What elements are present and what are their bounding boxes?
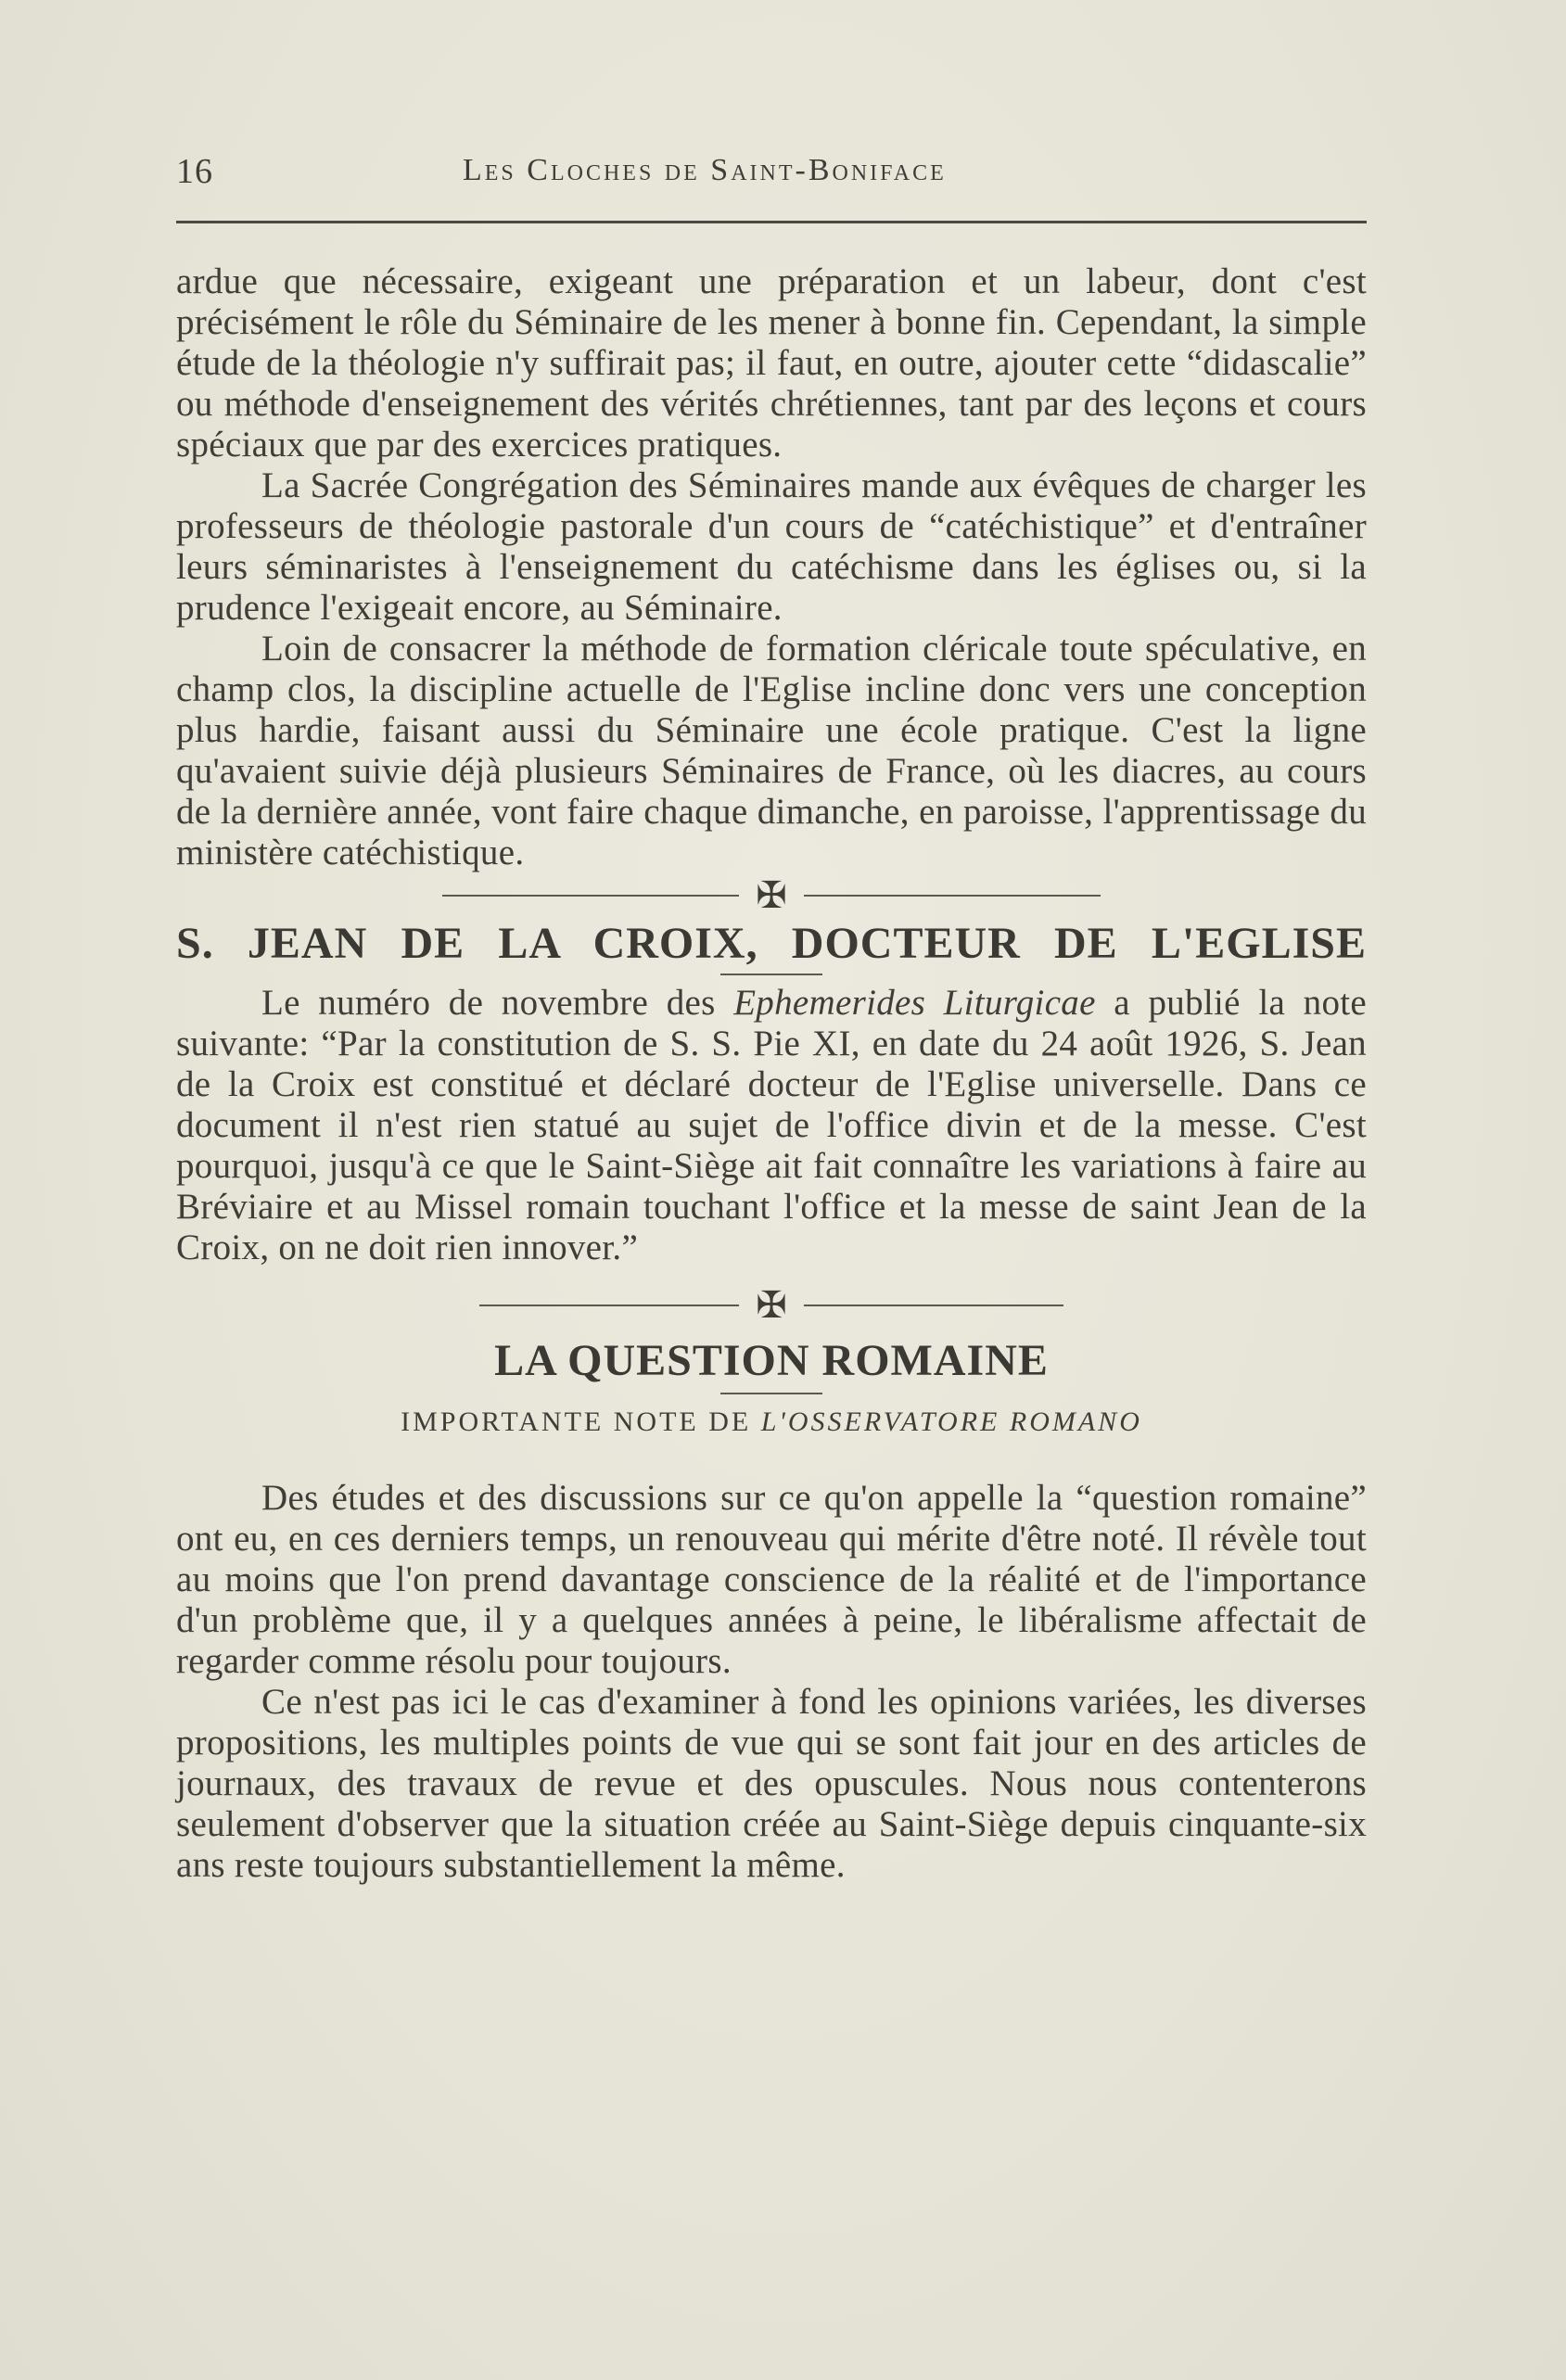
section-title-jean-de-la-croix: S. JEAN DE LA CROIX, DOCTEUR DE L'EGLISE [176, 919, 1367, 968]
cross-icon: ✠ [756, 874, 787, 916]
paragraph-question-romaine-2: Ce n'est pas ici le cas d'examiner à fond les opinions variées, les diverses propositions, les multiples points de vue qui se sont fait jour en des articles de journaux, des travaux de revue et des opuscules. Nous nous contenterons seulement d'observer que la situation créée au Saint-Siège depuis cinquante-six ans reste toujours substantiellement la même. [176, 1682, 1367, 1885]
page-number: 16 [176, 152, 213, 191]
divider-line-left [479, 1305, 739, 1306]
paragraph-question-romaine-1: Des études et des discussions sur ce qu'on appelle la “question romaine” ont eu, en ces derniers temps, un renouveau qui mérite d'être noté. Il révèle tout au moins que l'on prend davantage conscience de la réalité et de l'importance d'un problème que, il y a quelques années à peine, le libéralisme affectait de regarder comme résolu pour toujours. [176, 1478, 1367, 1681]
paragraph-3: Loin de consacrer la méthode de formation cléricale toute spéculative, en champ clos, la discipline actuelle de l'Eglise incline donc vers une conception plus hardie, faisant aussi du Séminaire une école pratique. C'est la ligne qu'avaient suivie déjà plusieurs Séminaires de France, où les diacres, au cours de la dernière année, vont faire chaque dimanche, en paroisse, l'apprentissage du ministère catéchistique. [176, 629, 1367, 872]
paragraph-1: ardue que nécessaire, exigeant une préparation et un labeur, dont c'est précisément le rôle du Séminaire de les mener à bonne fin. Cependant, la simple étude de la théologie n'y suffirait pas; il faut, en outre, ajouter cette “didascalie” ou méthode d'enseignement des vérités chrétiennes, tant par des leçons et cours spéciaux que par des exercices pratiques. [176, 261, 1367, 465]
text-run: a publié la note suivante: “Par la constitution de S. S. Pie XI, en date du 24 août 1926, S. Jean de la Croix est constitué et déclaré docteur de l'Eglise universelle. Dans ce document il n'est rien statué au sujet de l'office divin et de la messe. C'est pourquoi, jusqu'à ce que le Saint-Siège ait fait connaître les variations à faire au Bréviaire et au Missel romain touchant l'office et la messe de saint Jean de la Croix, on ne doit rien innover.” [176, 983, 1367, 1267]
journal-title: Ephemerides Liturgicae [733, 983, 1096, 1023]
page-body [176, 261, 1367, 1886]
text-run: Le numéro de novembre des [261, 983, 734, 1023]
cross-icon: ✠ [756, 1284, 787, 1326]
section-title-question-romaine: LA QUESTION ROMAINE [494, 1336, 1049, 1385]
title-underline [720, 1393, 822, 1394]
page-header [176, 151, 1367, 197]
section-divider-1 [176, 875, 1367, 916]
section-divider-2 [176, 1285, 1367, 1326]
section-subtitle [176, 1402, 1367, 1443]
divider-line-right [804, 895, 1101, 897]
header-rule [176, 221, 1367, 223]
running-head: Les Cloches de Saint-Boniface [463, 153, 947, 187]
subtitle-italic: L'OSSERVATORE ROMANO [760, 1406, 1142, 1437]
subtitle-text: IMPORTANTE NOTE DE [401, 1406, 761, 1437]
divider-line-left [442, 895, 739, 897]
paragraph-jean-de-la-croix [176, 983, 1367, 1268]
title-underline [720, 974, 822, 975]
paragraph-2: La Sacrée Congrégation des Séminaires mande aux évêques de charger les professeurs de théologie pastorale d'un cours de “catéchistique” et d'entraîner leurs séminaristes à l'enseignement du catéchisme dans les églises ou, si la prudence l'exigeait encore, au Séminaire. [176, 465, 1367, 628]
divider-line-right [804, 1305, 1063, 1306]
